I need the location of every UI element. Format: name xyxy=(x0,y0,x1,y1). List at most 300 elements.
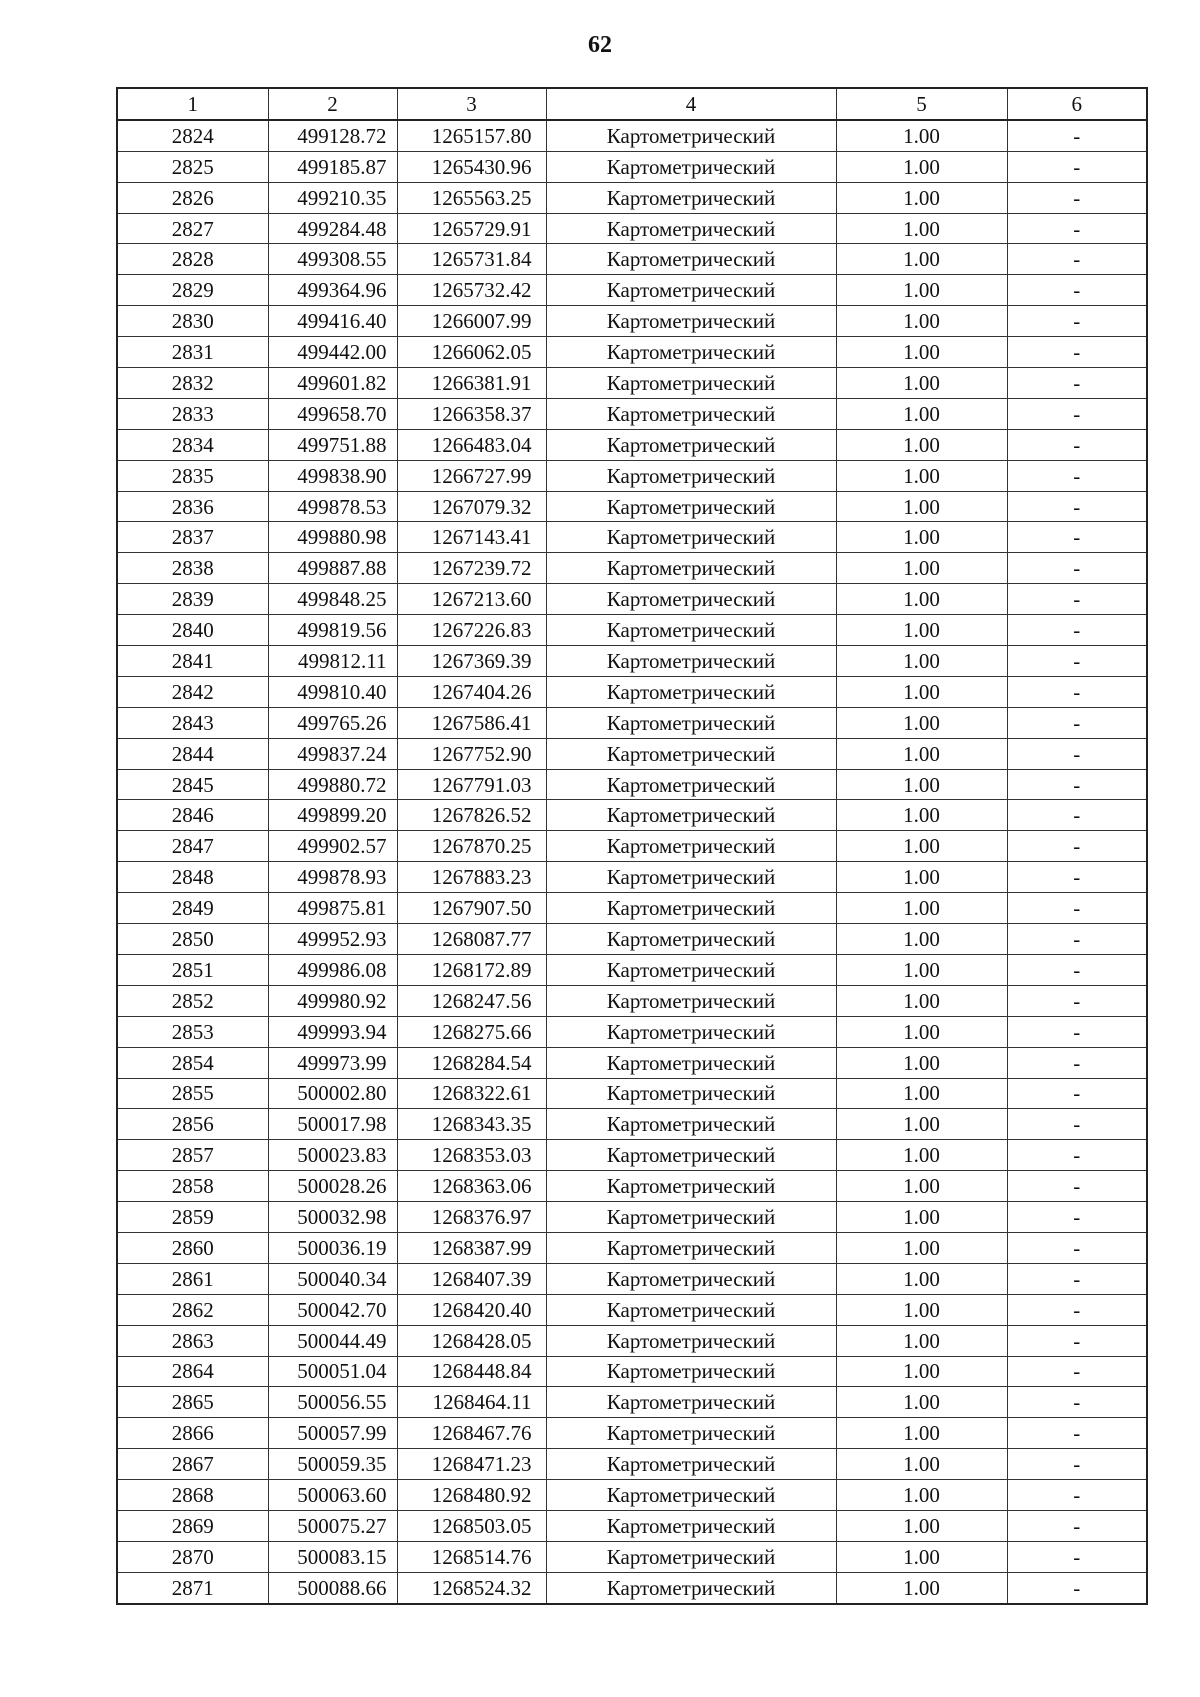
table-row xyxy=(117,1418,1147,1449)
table-row xyxy=(117,151,1147,182)
table-row xyxy=(117,182,1147,213)
cell-y-coordinate: 1267907.50 xyxy=(397,893,546,924)
cell-method: Картометрический xyxy=(546,337,836,368)
cell-accuracy: 1.00 xyxy=(836,707,1007,738)
cell-note: - xyxy=(1007,213,1147,244)
cell-accuracy: 1.00 xyxy=(836,213,1007,244)
cell-accuracy: 1.00 xyxy=(836,1387,1007,1418)
cell-x-coordinate: 500051.04 xyxy=(268,1356,397,1387)
table-row xyxy=(117,985,1147,1016)
cell-accuracy: 1.00 xyxy=(836,120,1007,151)
cell-method: Картометрический xyxy=(546,368,836,399)
cell-accuracy: 1.00 xyxy=(836,1541,1007,1572)
cell-method: Картометрический xyxy=(546,182,836,213)
cell-method: Картометрический xyxy=(546,676,836,707)
cell-y-coordinate: 1267883.23 xyxy=(397,862,546,893)
cell-point-number: 2845 xyxy=(117,769,268,800)
cell-x-coordinate: 499838.90 xyxy=(268,460,397,491)
cell-method: Картометрический xyxy=(546,985,836,1016)
table-row xyxy=(117,306,1147,337)
table-row xyxy=(117,1171,1147,1202)
cell-x-coordinate: 499986.08 xyxy=(268,954,397,985)
cell-accuracy: 1.00 xyxy=(836,1418,1007,1449)
cell-point-number: 2832 xyxy=(117,368,268,399)
cell-method: Картометрический xyxy=(546,429,836,460)
table-row xyxy=(117,398,1147,429)
cell-accuracy: 1.00 xyxy=(836,244,1007,275)
cell-point-number: 2858 xyxy=(117,1171,268,1202)
table-row xyxy=(117,491,1147,522)
cell-method: Картометрический xyxy=(546,1480,836,1511)
cell-y-coordinate: 1268087.77 xyxy=(397,924,546,955)
cell-accuracy: 1.00 xyxy=(836,368,1007,399)
cell-x-coordinate: 499878.93 xyxy=(268,862,397,893)
cell-note: - xyxy=(1007,244,1147,275)
cell-accuracy: 1.00 xyxy=(836,1109,1007,1140)
cell-y-coordinate: 1268480.92 xyxy=(397,1480,546,1511)
cell-method: Картометрический xyxy=(546,1109,836,1140)
cell-y-coordinate: 1268172.89 xyxy=(397,954,546,985)
cell-y-coordinate: 1266007.99 xyxy=(397,306,546,337)
cell-note: - xyxy=(1007,584,1147,615)
cell-y-coordinate: 1267826.52 xyxy=(397,800,546,831)
cell-method: Картометрический xyxy=(546,120,836,151)
cell-point-number: 2866 xyxy=(117,1418,268,1449)
cell-note: - xyxy=(1007,368,1147,399)
table-row xyxy=(117,1387,1147,1418)
table-row xyxy=(117,1202,1147,1233)
cell-note: - xyxy=(1007,615,1147,646)
cell-note: - xyxy=(1007,1016,1147,1047)
cell-point-number: 2865 xyxy=(117,1387,268,1418)
cell-x-coordinate: 500002.80 xyxy=(268,1078,397,1109)
column-header-2: 2 xyxy=(268,88,397,120)
cell-method: Картометрический xyxy=(546,1263,836,1294)
cell-method: Картометрический xyxy=(546,1541,836,1572)
table-row xyxy=(117,244,1147,275)
cell-note: - xyxy=(1007,1294,1147,1325)
cell-accuracy: 1.00 xyxy=(836,676,1007,707)
cell-y-coordinate: 1268524.32 xyxy=(397,1572,546,1603)
cell-point-number: 2856 xyxy=(117,1109,268,1140)
cell-x-coordinate: 500088.66 xyxy=(268,1572,397,1603)
cell-y-coordinate: 1267226.83 xyxy=(397,615,546,646)
cell-point-number: 2854 xyxy=(117,1047,268,1078)
cell-point-number: 2870 xyxy=(117,1541,268,1572)
cell-x-coordinate: 499902.57 xyxy=(268,831,397,862)
cell-x-coordinate: 499442.00 xyxy=(268,337,397,368)
cell-accuracy: 1.00 xyxy=(836,985,1007,1016)
cell-y-coordinate: 1267586.41 xyxy=(397,707,546,738)
cell-method: Картометрический xyxy=(546,831,836,862)
cell-y-coordinate: 1267404.26 xyxy=(397,676,546,707)
cell-point-number: 2857 xyxy=(117,1140,268,1171)
cell-note: - xyxy=(1007,1510,1147,1541)
cell-note: - xyxy=(1007,1480,1147,1511)
cell-point-number: 2828 xyxy=(117,244,268,275)
cell-accuracy: 1.00 xyxy=(836,769,1007,800)
cell-method: Картометрический xyxy=(546,707,836,738)
table-row xyxy=(117,676,1147,707)
cell-x-coordinate: 499880.72 xyxy=(268,769,397,800)
cell-y-coordinate: 1266062.05 xyxy=(397,337,546,368)
cell-point-number: 2849 xyxy=(117,893,268,924)
cell-method: Картометрический xyxy=(546,954,836,985)
cell-y-coordinate: 1267369.39 xyxy=(397,646,546,677)
cell-y-coordinate: 1267079.32 xyxy=(397,491,546,522)
cell-y-coordinate: 1268467.76 xyxy=(397,1418,546,1449)
cell-note: - xyxy=(1007,738,1147,769)
cell-accuracy: 1.00 xyxy=(836,862,1007,893)
table-row xyxy=(117,1294,1147,1325)
column-header-3: 3 xyxy=(397,88,546,120)
cell-x-coordinate: 499185.87 xyxy=(268,151,397,182)
cell-accuracy: 1.00 xyxy=(836,646,1007,677)
cell-y-coordinate: 1268464.11 xyxy=(397,1387,546,1418)
cell-note: - xyxy=(1007,306,1147,337)
cell-accuracy: 1.00 xyxy=(836,924,1007,955)
cell-y-coordinate: 1268503.05 xyxy=(397,1510,546,1541)
cell-accuracy: 1.00 xyxy=(836,1078,1007,1109)
cell-y-coordinate: 1266483.04 xyxy=(397,429,546,460)
table-row xyxy=(117,522,1147,553)
cell-accuracy: 1.00 xyxy=(836,1140,1007,1171)
cell-accuracy: 1.00 xyxy=(836,1294,1007,1325)
cell-accuracy: 1.00 xyxy=(836,1325,1007,1356)
cell-accuracy: 1.00 xyxy=(836,1016,1007,1047)
cell-method: Картометрический xyxy=(546,1449,836,1480)
table-row xyxy=(117,213,1147,244)
cell-y-coordinate: 1268247.56 xyxy=(397,985,546,1016)
column-header-4: 4 xyxy=(546,88,836,120)
cell-accuracy: 1.00 xyxy=(836,275,1007,306)
cell-y-coordinate: 1268471.23 xyxy=(397,1449,546,1480)
table-row xyxy=(117,707,1147,738)
cell-method: Картометрический xyxy=(546,1016,836,1047)
cell-y-coordinate: 1268428.05 xyxy=(397,1325,546,1356)
cell-y-coordinate: 1267213.60 xyxy=(397,584,546,615)
cell-x-coordinate: 500040.34 xyxy=(268,1263,397,1294)
cell-point-number: 2829 xyxy=(117,275,268,306)
cell-x-coordinate: 499952.93 xyxy=(268,924,397,955)
cell-x-coordinate: 499810.40 xyxy=(268,676,397,707)
cell-y-coordinate: 1268343.35 xyxy=(397,1109,546,1140)
cell-point-number: 2859 xyxy=(117,1202,268,1233)
cell-method: Картометрический xyxy=(546,769,836,800)
cell-y-coordinate: 1268284.54 xyxy=(397,1047,546,1078)
cell-method: Картометрический xyxy=(546,275,836,306)
cell-note: - xyxy=(1007,1387,1147,1418)
table-row xyxy=(117,800,1147,831)
cell-note: - xyxy=(1007,1109,1147,1140)
cell-point-number: 2869 xyxy=(117,1510,268,1541)
cell-note: - xyxy=(1007,522,1147,553)
table-row xyxy=(117,368,1147,399)
cell-method: Картометрический xyxy=(546,615,836,646)
cell-point-number: 2834 xyxy=(117,429,268,460)
cell-method: Картометрический xyxy=(546,584,836,615)
cell-point-number: 2835 xyxy=(117,460,268,491)
cell-accuracy: 1.00 xyxy=(836,522,1007,553)
cell-x-coordinate: 500056.55 xyxy=(268,1387,397,1418)
cell-method: Картометрический xyxy=(546,1572,836,1603)
cell-method: Картометрический xyxy=(546,924,836,955)
cell-accuracy: 1.00 xyxy=(836,151,1007,182)
cell-point-number: 2852 xyxy=(117,985,268,1016)
cell-point-number: 2868 xyxy=(117,1480,268,1511)
cell-point-number: 2842 xyxy=(117,676,268,707)
cell-accuracy: 1.00 xyxy=(836,831,1007,862)
cell-note: - xyxy=(1007,398,1147,429)
cell-point-number: 2831 xyxy=(117,337,268,368)
table-row xyxy=(117,831,1147,862)
page-number: 62 xyxy=(588,32,612,58)
cell-point-number: 2861 xyxy=(117,1263,268,1294)
cell-x-coordinate: 499880.98 xyxy=(268,522,397,553)
cell-note: - xyxy=(1007,1325,1147,1356)
cell-accuracy: 1.00 xyxy=(836,800,1007,831)
table-row xyxy=(117,1480,1147,1511)
cell-accuracy: 1.00 xyxy=(836,398,1007,429)
cell-y-coordinate: 1268448.84 xyxy=(397,1356,546,1387)
cell-accuracy: 1.00 xyxy=(836,893,1007,924)
cell-y-coordinate: 1268420.40 xyxy=(397,1294,546,1325)
cell-point-number: 2827 xyxy=(117,213,268,244)
cell-method: Картометрический xyxy=(546,800,836,831)
table-row xyxy=(117,553,1147,584)
cell-point-number: 2853 xyxy=(117,1016,268,1047)
cell-method: Картометрический xyxy=(546,862,836,893)
cell-note: - xyxy=(1007,1541,1147,1572)
cell-x-coordinate: 499973.99 xyxy=(268,1047,397,1078)
cell-note: - xyxy=(1007,1202,1147,1233)
header-row xyxy=(117,88,1147,120)
cell-point-number: 2840 xyxy=(117,615,268,646)
cell-accuracy: 1.00 xyxy=(836,1232,1007,1263)
cell-y-coordinate: 1267239.72 xyxy=(397,553,546,584)
cell-note: - xyxy=(1007,1572,1147,1603)
cell-note: - xyxy=(1007,275,1147,306)
cell-x-coordinate: 499284.48 xyxy=(268,213,397,244)
table-row xyxy=(117,1356,1147,1387)
cell-x-coordinate: 500075.27 xyxy=(268,1510,397,1541)
cell-method: Картометрический xyxy=(546,1325,836,1356)
cell-note: - xyxy=(1007,893,1147,924)
cell-method: Картометрический xyxy=(546,1356,836,1387)
cell-note: - xyxy=(1007,985,1147,1016)
column-header-6: 6 xyxy=(1007,88,1147,120)
cell-accuracy: 1.00 xyxy=(836,460,1007,491)
table-row xyxy=(117,1016,1147,1047)
cell-x-coordinate: 499878.53 xyxy=(268,491,397,522)
table-row xyxy=(117,584,1147,615)
cell-point-number: 2826 xyxy=(117,182,268,213)
table-row xyxy=(117,460,1147,491)
cell-note: - xyxy=(1007,553,1147,584)
table-row xyxy=(117,1047,1147,1078)
cell-x-coordinate: 499416.40 xyxy=(268,306,397,337)
cell-note: - xyxy=(1007,429,1147,460)
cell-method: Картометрический xyxy=(546,1387,836,1418)
table-row xyxy=(117,337,1147,368)
cell-y-coordinate: 1265732.42 xyxy=(397,275,546,306)
cell-method: Картометрический xyxy=(546,244,836,275)
cell-x-coordinate: 499812.11 xyxy=(268,646,397,677)
table-row xyxy=(117,1263,1147,1294)
table-row xyxy=(117,924,1147,955)
cell-y-coordinate: 1267791.03 xyxy=(397,769,546,800)
cell-note: - xyxy=(1007,646,1147,677)
cell-point-number: 2862 xyxy=(117,1294,268,1325)
table-row xyxy=(117,275,1147,306)
cell-y-coordinate: 1268407.39 xyxy=(397,1263,546,1294)
cell-point-number: 2848 xyxy=(117,862,268,893)
table-row xyxy=(117,429,1147,460)
cell-y-coordinate: 1268363.06 xyxy=(397,1171,546,1202)
cell-point-number: 2824 xyxy=(117,120,268,151)
cell-y-coordinate: 1266727.99 xyxy=(397,460,546,491)
cell-point-number: 2846 xyxy=(117,800,268,831)
cell-method: Картометрический xyxy=(546,1171,836,1202)
cell-method: Картометрический xyxy=(546,1418,836,1449)
cell-y-coordinate: 1266358.37 xyxy=(397,398,546,429)
cell-x-coordinate: 499658.70 xyxy=(268,398,397,429)
cell-note: - xyxy=(1007,1078,1147,1109)
cell-y-coordinate: 1265563.25 xyxy=(397,182,546,213)
cell-point-number: 2860 xyxy=(117,1232,268,1263)
cell-accuracy: 1.00 xyxy=(836,954,1007,985)
cell-note: - xyxy=(1007,120,1147,151)
cell-method: Картометрический xyxy=(546,151,836,182)
cell-accuracy: 1.00 xyxy=(836,553,1007,584)
cell-x-coordinate: 499364.96 xyxy=(268,275,397,306)
cell-method: Картометрический xyxy=(546,1140,836,1171)
cell-x-coordinate: 499308.55 xyxy=(268,244,397,275)
cell-accuracy: 1.00 xyxy=(836,182,1007,213)
cell-x-coordinate: 500017.98 xyxy=(268,1109,397,1140)
table-row xyxy=(117,1510,1147,1541)
cell-note: - xyxy=(1007,1047,1147,1078)
cell-accuracy: 1.00 xyxy=(836,584,1007,615)
cell-method: Картометрический xyxy=(546,1078,836,1109)
cell-note: - xyxy=(1007,1232,1147,1263)
table-row xyxy=(117,1541,1147,1572)
table-row xyxy=(117,769,1147,800)
cell-x-coordinate: 500057.99 xyxy=(268,1418,397,1449)
cell-x-coordinate: 500044.49 xyxy=(268,1325,397,1356)
cell-y-coordinate: 1268275.66 xyxy=(397,1016,546,1047)
cell-note: - xyxy=(1007,1263,1147,1294)
cell-accuracy: 1.00 xyxy=(836,615,1007,646)
cell-point-number: 2841 xyxy=(117,646,268,677)
cell-x-coordinate: 499819.56 xyxy=(268,615,397,646)
cell-point-number: 2836 xyxy=(117,491,268,522)
cell-note: - xyxy=(1007,1171,1147,1202)
table-row xyxy=(117,954,1147,985)
cell-accuracy: 1.00 xyxy=(836,429,1007,460)
cell-x-coordinate: 499899.20 xyxy=(268,800,397,831)
column-header-5: 5 xyxy=(836,88,1007,120)
cell-note: - xyxy=(1007,924,1147,955)
cell-method: Картометрический xyxy=(546,306,836,337)
cell-note: - xyxy=(1007,831,1147,862)
cell-x-coordinate: 500042.70 xyxy=(268,1294,397,1325)
cell-method: Картометрический xyxy=(546,1294,836,1325)
table-row xyxy=(117,862,1147,893)
cell-y-coordinate: 1268387.99 xyxy=(397,1232,546,1263)
cell-accuracy: 1.00 xyxy=(836,1572,1007,1603)
table-body xyxy=(117,120,1147,1604)
table-row xyxy=(117,1449,1147,1480)
cell-accuracy: 1.00 xyxy=(836,337,1007,368)
cell-method: Картометрический xyxy=(546,491,836,522)
cell-point-number: 2833 xyxy=(117,398,268,429)
table-row xyxy=(117,1109,1147,1140)
cell-note: - xyxy=(1007,151,1147,182)
cell-method: Картометрический xyxy=(546,646,836,677)
cell-accuracy: 1.00 xyxy=(836,1171,1007,1202)
cell-point-number: 2851 xyxy=(117,954,268,985)
coordinates-table xyxy=(116,87,1148,1605)
cell-point-number: 2838 xyxy=(117,553,268,584)
cell-x-coordinate: 499875.81 xyxy=(268,893,397,924)
cell-note: - xyxy=(1007,1449,1147,1480)
table-row xyxy=(117,893,1147,924)
cell-y-coordinate: 1267752.90 xyxy=(397,738,546,769)
cell-x-coordinate: 500083.15 xyxy=(268,1541,397,1572)
table-row xyxy=(117,1140,1147,1171)
cell-x-coordinate: 500032.98 xyxy=(268,1202,397,1233)
table-row xyxy=(117,1232,1147,1263)
cell-x-coordinate: 499751.88 xyxy=(268,429,397,460)
cell-method: Картометрический xyxy=(546,738,836,769)
cell-x-coordinate: 499848.25 xyxy=(268,584,397,615)
cell-method: Картометрический xyxy=(546,460,836,491)
cell-y-coordinate: 1265157.80 xyxy=(397,120,546,151)
cell-y-coordinate: 1268353.03 xyxy=(397,1140,546,1171)
table-row xyxy=(117,1078,1147,1109)
cell-point-number: 2863 xyxy=(117,1325,268,1356)
cell-accuracy: 1.00 xyxy=(836,306,1007,337)
table-row xyxy=(117,1572,1147,1603)
cell-point-number: 2855 xyxy=(117,1078,268,1109)
cell-accuracy: 1.00 xyxy=(836,1263,1007,1294)
table-row xyxy=(117,120,1147,151)
cell-point-number: 2844 xyxy=(117,738,268,769)
cell-accuracy: 1.00 xyxy=(836,1047,1007,1078)
cell-method: Картометрический xyxy=(546,398,836,429)
cell-x-coordinate: 499837.24 xyxy=(268,738,397,769)
table-row xyxy=(117,646,1147,677)
cell-note: - xyxy=(1007,337,1147,368)
cell-note: - xyxy=(1007,954,1147,985)
cell-method: Картометрический xyxy=(546,522,836,553)
cell-method: Картометрический xyxy=(546,1510,836,1541)
table-row xyxy=(117,738,1147,769)
cell-point-number: 2871 xyxy=(117,1572,268,1603)
cell-accuracy: 1.00 xyxy=(836,738,1007,769)
table-row xyxy=(117,615,1147,646)
cell-point-number: 2825 xyxy=(117,151,268,182)
cell-accuracy: 1.00 xyxy=(836,491,1007,522)
cell-accuracy: 1.00 xyxy=(836,1480,1007,1511)
cell-accuracy: 1.00 xyxy=(836,1510,1007,1541)
cell-note: - xyxy=(1007,676,1147,707)
cell-method: Картометрический xyxy=(546,1047,836,1078)
cell-y-coordinate: 1266381.91 xyxy=(397,368,546,399)
cell-y-coordinate: 1265731.84 xyxy=(397,244,546,275)
cell-note: - xyxy=(1007,769,1147,800)
